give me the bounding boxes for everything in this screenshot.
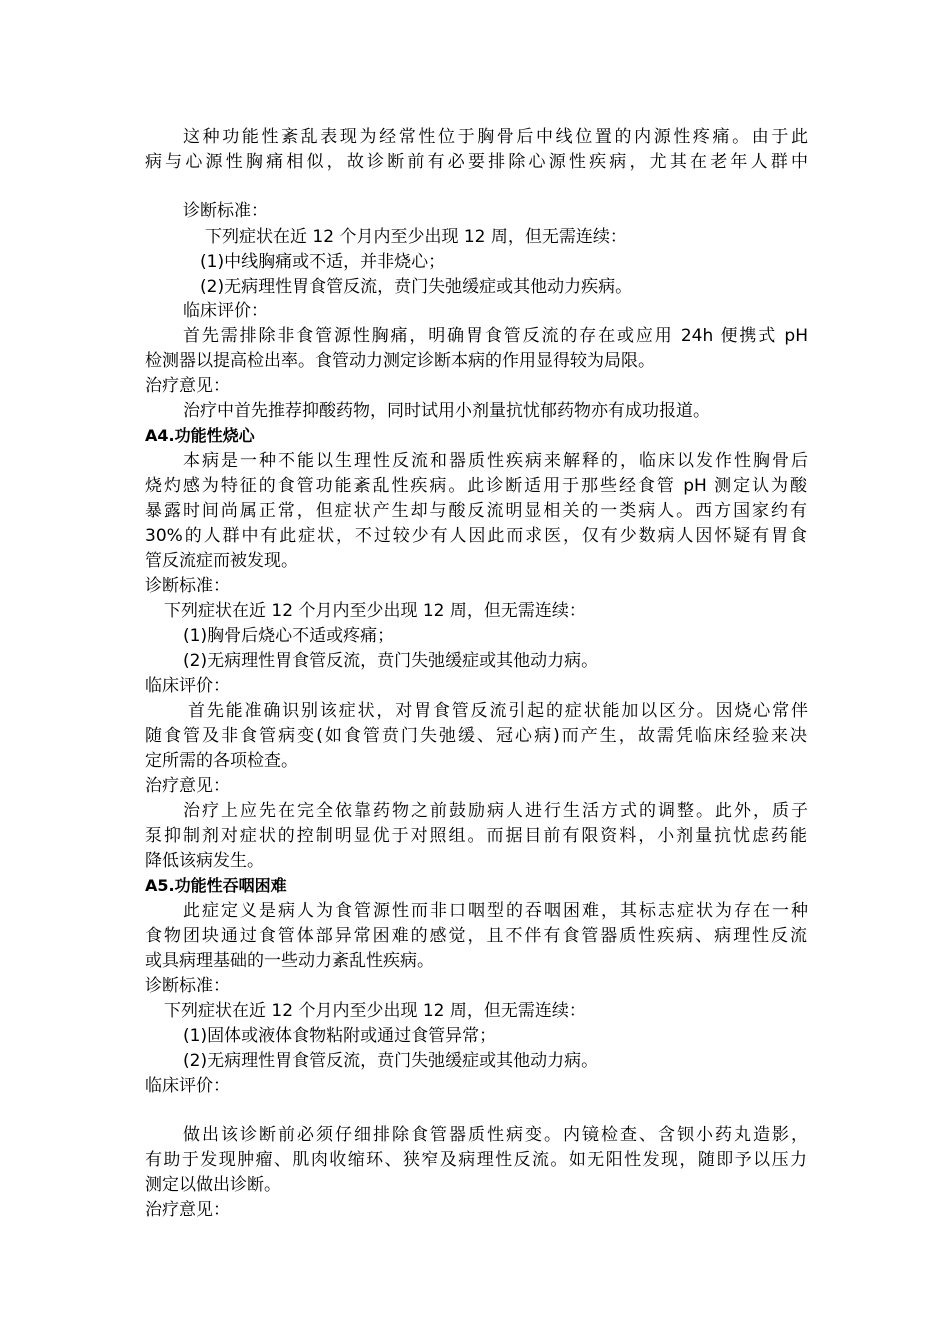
a4-description-line-3: 暴露时间尚属正常，但症状产生却与酸反流明显相关的一类病人。西方国家约有	[145, 501, 807, 521]
a5-treatment-label: 治疗意见：	[145, 1200, 230, 1220]
a4-evaluation-line-2: 随食管及非食管病变(如食管贲门失弛缓、冠心病)而产生，故需凭临床经验来决	[145, 726, 807, 746]
a3-diagnosis-intro: 下列症状在近 12 个月内至少出现 12 周，但无需连续：	[205, 227, 627, 247]
a4-treatment-line-2: 泵抑制剂对症状的控制明显优于对照组。而据目前有限资料，小剂量抗忧虑药能	[145, 826, 807, 846]
a4-description-line-5: 管反流症而被发现。	[145, 551, 298, 571]
a4-evaluation-line-1: 首先能准确识别该症状，对胃食管反流引起的症状能加以区分。因烧心常伴	[188, 701, 808, 721]
section-heading-a4: A4.功能性烧心	[145, 426, 255, 445]
a4-description-line-2: 烧灼感为特征的食管功能紊乱性疾病。此诊断适用于那些经食管 pH 测定认为酸	[145, 476, 807, 496]
a5-evaluation-line-3: 测定以做出诊断。	[145, 1175, 281, 1195]
intro-line-2: 病与心源性胸痛相似，故诊断前有必要排除心源性疾病，尤其在老年人群中	[145, 152, 808, 172]
a4-diagnosis-label: 诊断标准：	[145, 576, 230, 596]
a5-criterion-1: (1)固体或液体食物粘附或通过食管异常；	[183, 1026, 497, 1046]
a4-treatment-line-3: 降低该病发生。	[145, 851, 264, 871]
a3-treatment-line-1: 治疗中首先推荐抑酸药物，同时试用小剂量抗忧郁药物亦有成功报道。	[183, 401, 710, 421]
a4-description-line-1: 本病是一种不能以生理性反流和器质性疾病来解释的，临床以发作性胸骨后	[183, 451, 808, 471]
a3-diagnosis-label: 诊断标准：	[183, 201, 268, 221]
a5-diagnosis-intro: 下列症状在近 12 个月内至少出现 12 周，但无需连续：	[164, 1001, 586, 1021]
a4-treatment-label: 治疗意见：	[145, 776, 230, 796]
a4-treatment-line-1: 治疗上应先在完全依靠药物之前鼓励病人进行生活方式的调整。此外，质子	[183, 801, 808, 821]
a4-criterion-2: (2)无病理性胃食管反流，贲门失弛缓症或其他动力病。	[183, 651, 599, 671]
a5-diagnosis-label: 诊断标准：	[145, 976, 230, 996]
a3-evaluation-line-1: 首先需排除非食管源性胸痛，明确胃食管反流的存在或应用 24h 便携式 pH	[183, 326, 808, 346]
a3-treatment-label: 治疗意见：	[145, 376, 230, 396]
a4-description-line-4: 30%的人群中有此症状，不过较少有人因此而求医，仅有少数病人因怀疑有胃食	[145, 526, 807, 546]
a5-criterion-2: (2)无病理性胃食管反流，贲门失弛缓症或其他动力病。	[183, 1051, 599, 1071]
a3-evaluation-line-2: 检测器以提高检出率。食管动力测定诊断本病的作用显得较为局限。	[145, 351, 655, 371]
a5-evaluation-line-2: 有助于发现肿瘤、肌肉收缩环、狭窄及病理性反流。如无阳性发现，随即予以压力	[145, 1150, 807, 1170]
a5-description-line-2: 食物团块通过食管体部异常困难的感觉，且不伴有食管器质性疾病、病理性反流	[145, 926, 807, 946]
a4-evaluation-label: 临床评价：	[145, 676, 230, 696]
intro-line-1: 这种功能性紊乱表现为经常性位于胸骨后中线位置的内源性疼痛。由于此	[183, 127, 808, 147]
a3-evaluation-label: 临床评价：	[183, 301, 268, 321]
a3-criterion-2: (2)无病理性胃食管反流，贲门失弛缓症或其他动力疾病。	[200, 277, 633, 297]
a4-diagnosis-intro: 下列症状在近 12 个月内至少出现 12 周，但无需连续：	[164, 601, 586, 621]
a5-description-line-1: 此症定义是病人为食管源性而非口咽型的吞咽困难，其标志症状为存在一种	[183, 901, 808, 921]
a5-evaluation-line-1: 做出该诊断前必须仔细排除食管器质性病变。内镜检查、含钡小药丸造影，	[183, 1125, 808, 1145]
a5-description-line-3: 或具病理基础的一些动力紊乱性疾病。	[145, 951, 434, 971]
a4-criterion-1: (1)胸骨后烧心不适或疼痛；	[183, 626, 395, 646]
a4-evaluation-line-3: 定所需的各项检查。	[145, 751, 298, 771]
a5-evaluation-label: 临床评价：	[145, 1076, 230, 1096]
a3-criterion-1: (1)中线胸痛或不适，并非烧心；	[200, 252, 446, 272]
section-heading-a5: A5.功能性吞咽困难	[145, 876, 287, 895]
